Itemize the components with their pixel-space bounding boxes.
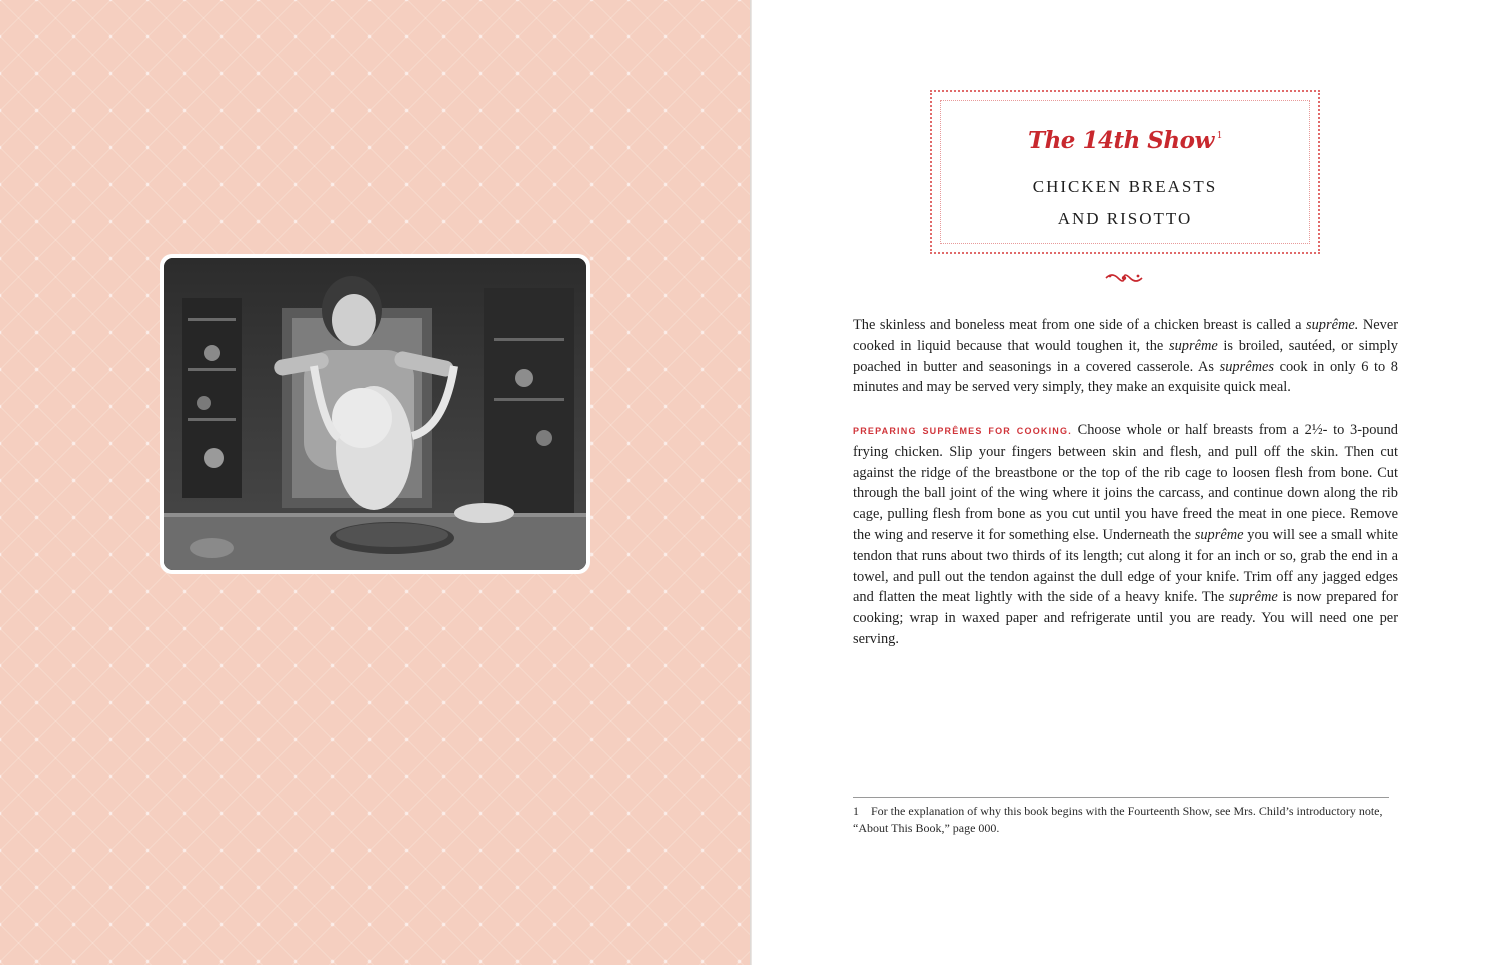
chef-photo (164, 258, 586, 570)
flourish-ornament-icon (1104, 272, 1144, 284)
prep-italic-1: suprême (1194, 526, 1244, 543)
footnote (853, 803, 1383, 837)
show-title (941, 127, 1309, 154)
intro-paragraph (853, 315, 1398, 398)
intro-italic-2: suprême (1169, 337, 1218, 354)
footnote-marker: 1 (1216, 131, 1223, 141)
title-box-inner-border (940, 100, 1310, 244)
intro-text-2: Never cooked in liquid because that would toughen it, the (853, 317, 1398, 354)
intro-italic-3: suprêmes (1219, 358, 1274, 375)
recipe-title-line1: CHICKEN BREASTS (1032, 177, 1218, 196)
chef-photo-illustration (164, 258, 586, 570)
intro-text-3: is broiled, sautéed, or simply poached in butter and seasonings in a covered casserole. As (853, 337, 1398, 375)
footnote-rule (853, 797, 1389, 798)
prep-text-2: you will see a small white tendon that runs about two thirds of its length; cut along it for an inch or so, grab the end in a towel, and pull out the tendon against the dull edge of your knife. Trim off any jagged edges and flatten the meat lightly with the side of a heavy knife. The (853, 526, 1398, 606)
prep-text-3: is now prepared for cooking; wrap in waxed paper and refrigerate until you are ready. You will need one per serving. (853, 589, 1398, 647)
recipe-title (941, 171, 1309, 235)
photo-frame (160, 254, 590, 574)
preparation-paragraph (853, 420, 1398, 650)
title-box (930, 90, 1320, 254)
prep-italic-2: suprême (1228, 589, 1278, 606)
intro-text-4: cook in only 6 to 8 minutes and may be served very simply, they make an exquisite quick meal. (853, 358, 1398, 396)
footnote-text: For the explanation of why this book begins with the Fourteenth Show, see Mrs. Child’s introductory note, “About This Book,” page 000. (853, 804, 1383, 835)
footnote-number: 1 (853, 804, 859, 818)
show-title-text: The 14th Show (1027, 127, 1214, 154)
prep-text-1: Choose whole or half breasts from a 2½- to 3-pound frying chicken. Slip your fingers between skin and flesh, and pull off the skin. Then cut against the ridge of the breastbone or the top of the rib cage to loosen flesh from bone. Cut through the ball joint of the wing where it joins the carcass, and continue down along the rib cage, pulling flesh from bone as you cut until you have freed the meat in one piece. Remove the wing and reserve it for something else. Underneath the (853, 422, 1398, 543)
runin-heading: PREPARING SUPRÊMES FOR COOKING. (853, 426, 1072, 436)
intro-text-1: The skinless and boneless meat from one side of a chicken breast is called a (853, 317, 1307, 333)
recipe-title-line2: AND RISOTTO (1057, 209, 1193, 228)
intro-italic-1: suprême. (1306, 317, 1359, 333)
